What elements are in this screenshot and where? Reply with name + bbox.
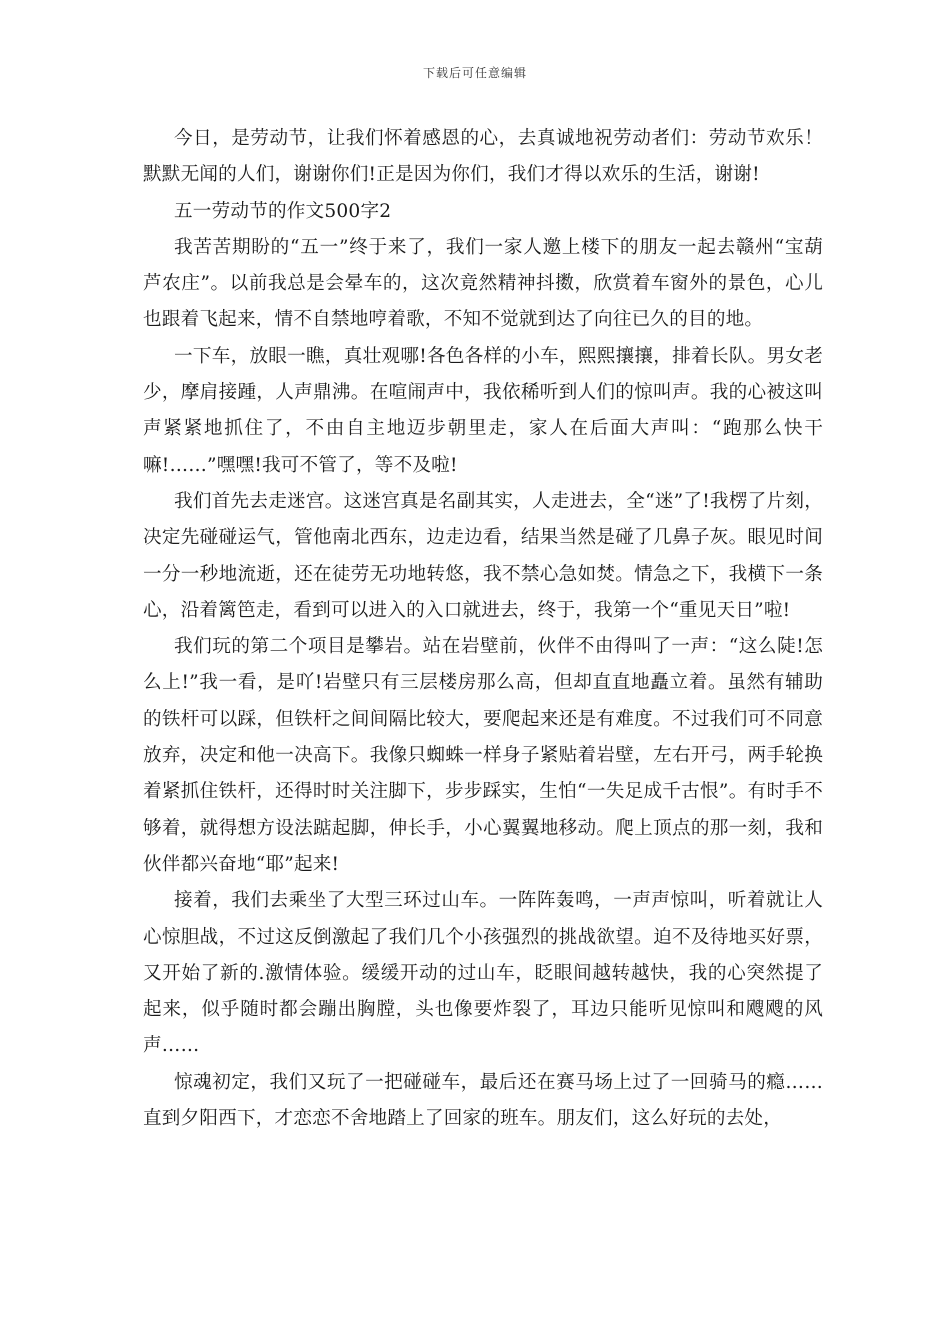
essay-body	[143, 121, 823, 1137]
paragraph: 我苦苦期盼的“五一”终于来了，我们一家人邀上楼下的朋友一起去赣州“宝葫芦农庄”。以前我总是会晕车的，这次竟然精神抖擞，欣赏着车窗外的景色，心儿也跟着飞起来，情不自禁地哼着歌，不知不觉就到达了向往已久的目的地。	[143, 236, 823, 331]
page-header: 下载后可任意编辑	[422, 66, 527, 80]
paragraph: 惊魂初定，我们又玩了一把碰碰车，最后还在赛马场上过了一回骑马的瘾……直到夕阳西下，才恋恋不舍地踏上了回家的班车。朋友们，这么好玩的去处，	[143, 1071, 823, 1130]
paragraph: 我们首先去走迷宫。这迷宫真是名副其实，人走进去，全“迷”了!我楞了片刻，决定先碰碰运气，管他南北西东，边走边看，结果当然是碰了几鼻子灰。眼见时间一分一秒地流逝，还在徒劳无功地转悠，我不禁心急如焚。情急之下，我横下一条心，沿着篱笆走，看到可以进入的入口就进去，终于，我第一个“重见天日”啦!	[143, 490, 823, 621]
paragraph: 我们玩的第二个项目是攀岩。站在岩壁前，伙伴不由得叫了一声：“这么陡!怎么上!”我一看，是吖!岩壁只有三层楼房那么高，但却直直地矗立着。虽然有辅助的铁杆可以踩，但铁杆之间间隔比较大，要爬起来还是有难度。不过我们可不同意放弃，决定和他一决高下。我像只蜘蛛一样身子紧贴着岩壁，左右开弓，两手轮换着紧抓住铁杆，还得时时关注脚下，步步踩实，生怕“一失足成千古恨”。有时手不够着，就得想方设法踮起脚，伸长手，小心翼翼地移动。爬上顶点的那一刻，我和伙伴都兴奋地“耶”起来!	[143, 636, 823, 875]
essay-title: 五一劳动节的作文500字2	[174, 200, 392, 222]
paragraph: 接着，我们去乘坐了大型三环过山车。一阵阵轰鸣，一声声惊叫，听着就让人心惊胆战，不过这反倒激起了我们几个小孩强烈的挑战欲望。迫不及待地买好票，又开始了新的.激情体验。缓缓开动的过山车，眨眼间越转越快，我的心突然提了起来，似乎随时都会蹦出胸膛，头也像要炸裂了，耳边只能听见惊叫和飕飕的风声……	[143, 890, 823, 1057]
paragraph: 一下车，放眼一瞧，真壮观哪!各色各样的小车，熙熙攘攘，排着长队。男女老少，摩肩接踵，人声鼎沸。在喧闹声中，我依稀听到人们的惊叫声。我的心被这叫声紧紧地抓住了，不由自主地迈步朝里走，家人在后面大声叫：“跑那么快干嘛!……”嘿嘿!我可不管了，等不及啦!	[143, 345, 823, 476]
paragraph: 今日，是劳动节，让我们怀着感恩的心，去真诚地祝劳动者们：劳动节欢乐！默默无闻的人们，谢谢你们!正是因为你们，我们才得以欢乐的生活，谢谢!	[143, 128, 823, 186]
